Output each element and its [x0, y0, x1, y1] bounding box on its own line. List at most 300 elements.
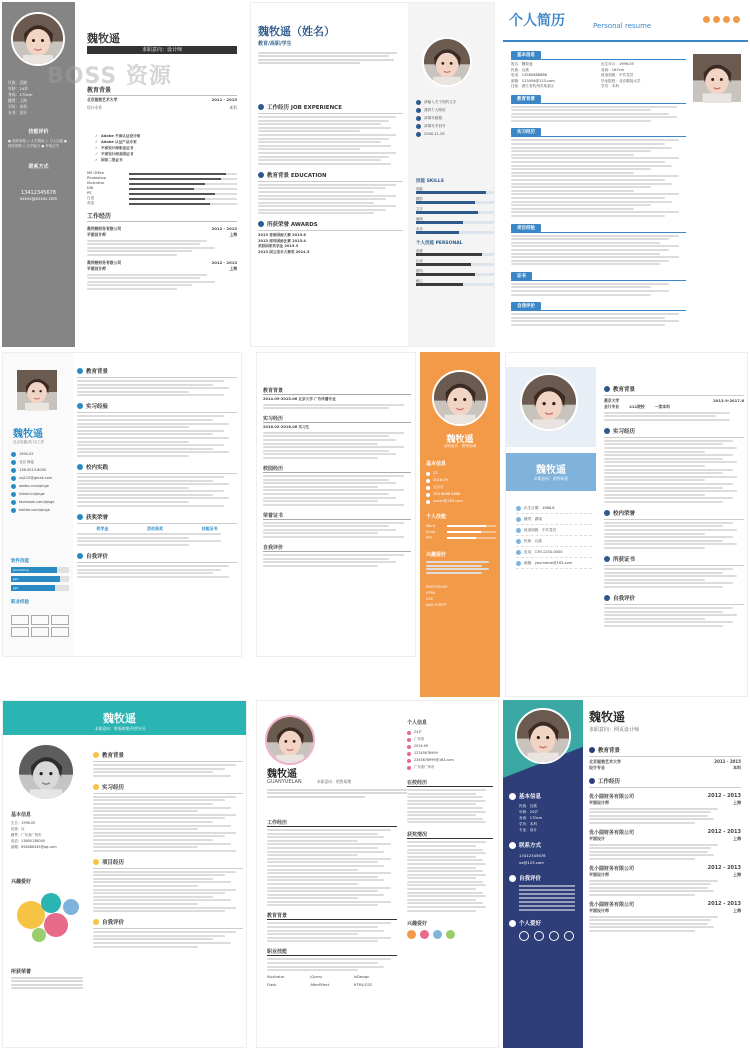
school: 北京服装艺术大学 [87, 97, 118, 102]
text-line [589, 880, 718, 882]
text-line [258, 202, 374, 204]
hobby-icons [509, 931, 579, 941]
text-line [604, 625, 723, 627]
text-line [87, 243, 200, 245]
text-line [589, 883, 711, 885]
text-line [263, 486, 378, 488]
info-text: 22 [433, 471, 438, 475]
contact-item: 13412345678 [519, 853, 546, 858]
skill-fill [129, 173, 226, 175]
info-row [416, 106, 494, 114]
info-text: 民族：汉族 [524, 539, 542, 543]
edu-row [604, 404, 744, 410]
info-row [516, 536, 592, 547]
text-line [604, 461, 737, 463]
section-heading [258, 171, 403, 179]
resume-card-3 [503, 2, 748, 347]
text-line [87, 277, 200, 279]
resume-card-8 [2, 700, 247, 1048]
text-line [407, 892, 483, 894]
info-left: 住址：浙江省杭州市某某区 [511, 84, 555, 88]
skill-fill [416, 211, 478, 214]
text-line [604, 479, 705, 481]
text-line [407, 906, 486, 908]
main-column [258, 97, 403, 255]
software-fill: photoshop [11, 567, 57, 573]
contact-icon [11, 452, 16, 457]
text-line [93, 814, 236, 816]
divider [267, 826, 397, 827]
section-heading: 自我评价 [263, 545, 284, 552]
info-text: 请输入关于你的文字 [424, 100, 457, 104]
text-line [511, 238, 669, 240]
hobby-icon [534, 931, 544, 941]
personal-heading: 个人技能 PERSONAL [416, 241, 463, 246]
skill-fill [447, 537, 476, 539]
text-line [93, 832, 236, 834]
contact-item: xx@123.com [519, 860, 544, 865]
text-line [267, 865, 384, 867]
text-line [604, 458, 723, 460]
text-line [77, 384, 213, 386]
text-line [604, 607, 733, 609]
right-sidebar [408, 3, 495, 347]
skill-bar [416, 273, 494, 276]
text-line [93, 896, 213, 898]
info-text: 2345678999@163.com [414, 758, 454, 762]
text-line [407, 821, 486, 823]
info-item: 邮箱：656486345@qq.com [11, 845, 57, 849]
skill-name: PS [87, 191, 92, 195]
text-line [511, 109, 651, 111]
text-line [519, 905, 575, 907]
job-row [589, 793, 741, 800]
info-text: 广东省 [414, 737, 425, 741]
text-line [407, 910, 476, 912]
skill-bar [416, 263, 494, 266]
applicant-name: 魏牧遥 [589, 710, 626, 724]
skill-heading: 技能评价 [28, 129, 49, 135]
row-text: 2014.09-2015.06 北京大学 广告传播专业 [263, 397, 336, 401]
sidebar-body [426, 456, 496, 608]
info-row [516, 547, 592, 558]
contact-text: facebook.com/qinge [19, 500, 55, 504]
resume-card-2 [250, 2, 495, 347]
text-line [93, 843, 231, 845]
resume-card-6-main [500, 352, 503, 697]
hobby-icon [446, 930, 455, 939]
text-line [267, 904, 378, 906]
text-line [267, 833, 378, 835]
divider [589, 756, 741, 757]
text-line [258, 163, 391, 165]
applicant-name: 魏牧遥 [267, 769, 297, 780]
text-line [604, 547, 705, 549]
avatar [432, 370, 488, 426]
text-line [407, 870, 483, 872]
skill-name: Photoshop [87, 176, 106, 180]
section-heading: 实习经历 [263, 416, 284, 423]
header [503, 2, 748, 42]
text-line [258, 130, 360, 132]
text-line [258, 212, 374, 214]
divider [263, 472, 411, 473]
edu-years: 2013.9-2017.6 [713, 398, 744, 403]
info-icon [407, 731, 411, 735]
text-line [511, 256, 679, 258]
text-line [77, 487, 189, 489]
text-line [589, 844, 718, 846]
avatar [17, 367, 57, 413]
divider [407, 838, 493, 839]
text-line [589, 890, 714, 892]
job-row [589, 865, 741, 872]
text-line [77, 437, 229, 439]
section-title: 所获荣誉 AWARDS [267, 222, 318, 229]
divider [258, 230, 403, 231]
section-title: 所获证书 [613, 557, 636, 564]
heading-text: 个人爱好 [519, 921, 542, 927]
skill-row [87, 201, 237, 206]
section-heading: 教育背景 [511, 95, 541, 103]
text-line [589, 887, 708, 889]
skill-fill [129, 198, 205, 200]
text-line [258, 145, 391, 147]
skill-fill [447, 531, 481, 533]
skill-fill [416, 253, 482, 256]
section-heading [604, 594, 744, 602]
text-line [604, 454, 733, 456]
section-heading [589, 777, 741, 785]
text-line [258, 187, 386, 189]
job-intent: 求职意向：销售助理 [317, 779, 352, 784]
applicant-name: 魏牧遥 [446, 435, 474, 445]
skill-name: MS Office [87, 171, 105, 175]
hobby-icon [549, 931, 559, 941]
job-row [589, 908, 741, 914]
skill-name: 日语 [87, 196, 95, 200]
text-line [426, 565, 482, 567]
info-icon [426, 472, 430, 476]
divider [511, 59, 686, 60]
skill-bar [129, 203, 237, 205]
degree: 本科 [733, 765, 741, 770]
text-line [77, 415, 224, 417]
text-line [77, 483, 229, 485]
contact-icon [11, 484, 16, 489]
info-text: 159 8888 8888 [433, 492, 461, 496]
contact-icon [11, 460, 16, 465]
section-heading: 教育背景 [263, 388, 284, 394]
section-title: 项目经历 [102, 859, 125, 866]
section-heading: 基本信息 [426, 461, 447, 467]
text-line [511, 235, 679, 237]
section-title: 教育背景 EDUCATION [267, 172, 327, 179]
text-line [77, 423, 229, 425]
info-row [416, 122, 494, 130]
text-line [258, 159, 381, 161]
info-text: 请填写邮箱 [424, 116, 442, 120]
text-line [77, 576, 229, 578]
career-tags [11, 615, 69, 637]
section-heading: 兴趣爱好 [407, 920, 428, 927]
skill-fill [129, 183, 205, 185]
job-intent: 求职意向：销售助理 [533, 476, 569, 481]
hobby-icon [433, 930, 442, 939]
section-title: 教育背景 [102, 753, 125, 759]
info-text: 政治面貌：中共党员 [524, 528, 557, 532]
section-heading [604, 555, 744, 563]
text-line [511, 183, 672, 185]
text-line [258, 116, 396, 118]
section-dot-icon [93, 859, 99, 865]
text-line [511, 324, 665, 326]
info-row [407, 757, 493, 764]
text-line [263, 554, 404, 556]
text-line [263, 565, 378, 567]
text-line [263, 500, 378, 502]
text-line [258, 120, 389, 122]
info-icon [426, 479, 430, 483]
info-item: 民族：汉 [11, 827, 25, 831]
text-line [77, 380, 224, 382]
text-line [511, 106, 677, 108]
info-icon [426, 493, 430, 497]
contact-heading: 联系方式 [28, 164, 49, 170]
info-row [416, 130, 494, 138]
certificate-label: Adobe 平面认证设计师 [101, 134, 141, 138]
info-row [516, 558, 592, 569]
subtitle: 社会实践/实习/工作 [13, 440, 45, 444]
contact-text: weibo.com/qinge [19, 484, 49, 488]
divider [77, 377, 237, 378]
position: 平面设计师 [589, 907, 609, 913]
text-line [604, 621, 733, 623]
info-item: 年龄：24岁 [8, 86, 29, 91]
section-heading [589, 746, 741, 754]
text-line [267, 937, 391, 939]
sidebar-heading [509, 874, 579, 882]
text-line [267, 861, 378, 863]
info-item: 专业：设计 [519, 828, 537, 832]
software-fill: ppt [11, 585, 55, 591]
info-icon [416, 108, 421, 113]
divider [511, 280, 686, 281]
text-line [511, 150, 651, 152]
software-fill: ppt [11, 576, 60, 582]
text-line [604, 469, 733, 471]
section-heading [77, 513, 237, 521]
section-title: 教育背景 [86, 369, 109, 375]
text-line [511, 201, 672, 203]
info-text: 出生日期：1988.8 [524, 506, 555, 510]
divider [258, 113, 403, 114]
text-line [93, 907, 236, 909]
text-line [604, 440, 733, 442]
text-line [77, 426, 189, 428]
company: 优小圆财务有限公司 [589, 901, 635, 908]
info-row [426, 470, 496, 477]
text-line [263, 453, 396, 455]
info-right: 政治面貌：中共党员 [601, 73, 634, 77]
resume-card-9 [256, 700, 499, 1048]
text-line [407, 874, 486, 876]
section-heading [93, 783, 243, 791]
text-line [267, 890, 378, 892]
main-column [93, 745, 243, 949]
latin-name: GUANYUELAN [267, 779, 302, 785]
heading-text: 联系方式 [519, 843, 542, 849]
skill-fill [129, 193, 215, 195]
text-line [604, 586, 723, 588]
text-line [267, 883, 358, 885]
text-line [263, 404, 404, 406]
text-line [511, 290, 669, 292]
section-title: 自我评价 [613, 596, 636, 602]
text-line [407, 877, 476, 879]
email: xxxxx@xxxxx.com [19, 196, 58, 201]
text-line [258, 184, 396, 186]
mail-icon [703, 16, 710, 23]
career-heading: 职业经验 [11, 600, 29, 605]
text-line [93, 764, 236, 766]
section-heading: 自我评价 [511, 302, 541, 310]
text-line [93, 839, 213, 841]
skill-bar [416, 211, 494, 214]
info-item: 籍贯：广东省广州市 [11, 833, 42, 837]
hobby-item: HTML [426, 590, 436, 595]
contact-icon [11, 468, 16, 473]
text-line [93, 885, 198, 887]
text-line [93, 810, 198, 812]
section-dot-icon [258, 104, 264, 110]
text-line [267, 872, 391, 874]
text-line [604, 536, 733, 538]
text-line [604, 579, 705, 581]
text-line [267, 962, 378, 964]
section-dot-icon [77, 553, 83, 559]
text-line [93, 946, 198, 948]
skill-bar [129, 178, 237, 180]
award-item: 2013 国立美术大赛奖 2014.5 [258, 249, 310, 254]
info-text: 电话：139-1234-0000 [524, 550, 563, 554]
text-line [511, 253, 660, 255]
text-line [77, 448, 213, 450]
contact-text: 北京 海淀 [19, 460, 35, 464]
section-dot-icon [93, 919, 99, 925]
software-bar [11, 585, 69, 591]
skill-fill [129, 188, 194, 190]
applicant-name: 魏牧遥 [103, 712, 136, 725]
text-line [589, 811, 711, 813]
text-line [93, 903, 198, 905]
hobby-icon [420, 930, 429, 939]
info-item: 身高：170cm [519, 816, 543, 820]
divider [93, 793, 243, 794]
position: 平面设计师 [87, 265, 106, 271]
text-line [519, 909, 575, 911]
text-line [511, 143, 665, 145]
text-line [407, 902, 483, 904]
divider [604, 395, 744, 396]
text-line [407, 800, 486, 802]
info-row [407, 750, 493, 757]
text-line [604, 497, 733, 499]
text-line [604, 490, 737, 492]
text-line [604, 618, 705, 620]
text-line [604, 494, 705, 496]
text-line [258, 123, 381, 125]
section-dot-icon [604, 386, 610, 392]
text-line [604, 465, 705, 467]
basic-info [11, 811, 83, 850]
avatar [515, 708, 571, 764]
job-years: 2012 - 2013 [707, 900, 741, 907]
text-line [87, 240, 207, 242]
text-line [407, 852, 486, 854]
skill-name: 创意 [416, 249, 423, 253]
job-row [589, 829, 741, 836]
info-text: 12345678999 [414, 751, 438, 755]
text-line [263, 522, 404, 524]
major: 设计专业 [589, 765, 605, 770]
text-line [511, 263, 660, 265]
text-line [263, 435, 389, 437]
info-row [416, 114, 494, 122]
tool-item: AfterEffect [310, 982, 330, 987]
text-line [407, 841, 486, 843]
info-icon [516, 506, 521, 511]
text-line [263, 504, 404, 506]
text-line [263, 489, 404, 491]
text-line [77, 451, 229, 453]
info-left: 邮箱：123456@123.com [511, 78, 555, 83]
text-line [93, 775, 231, 777]
avatar [520, 373, 578, 431]
check-icon: ✓ [95, 134, 99, 138]
divider [93, 868, 243, 869]
section-heading: 基本信息 [511, 51, 541, 59]
job-years: 2012 - 2013 [211, 259, 237, 265]
section-title: 获奖荣誉 [86, 514, 109, 521]
hobby-item: JAVA SCRIPT [426, 602, 447, 607]
text-line [77, 441, 189, 443]
company: 优小圆财务有限公司 [589, 794, 635, 800]
text-line [77, 494, 213, 496]
pin-icon [733, 16, 740, 23]
info-icon [426, 486, 430, 490]
text-line [511, 249, 669, 251]
main-column [87, 80, 237, 292]
edu-row [589, 765, 741, 771]
divider [77, 412, 237, 413]
sidebar-heading [509, 841, 579, 849]
section-title: 工作经历 JOB EXPERIENCE [267, 105, 342, 111]
text-line [77, 544, 189, 546]
text-line [93, 828, 198, 830]
text-line [93, 825, 231, 827]
section-heading [77, 367, 237, 375]
text-line [604, 611, 723, 613]
skill-fill [447, 525, 486, 527]
text-line [77, 480, 213, 482]
honor-list: 所获荣誉 [11, 963, 83, 991]
company: 优小圆财务有限公司 [589, 829, 635, 836]
text-line [426, 568, 489, 570]
text-line [258, 152, 396, 154]
text-line [407, 849, 483, 851]
divider [589, 787, 741, 788]
